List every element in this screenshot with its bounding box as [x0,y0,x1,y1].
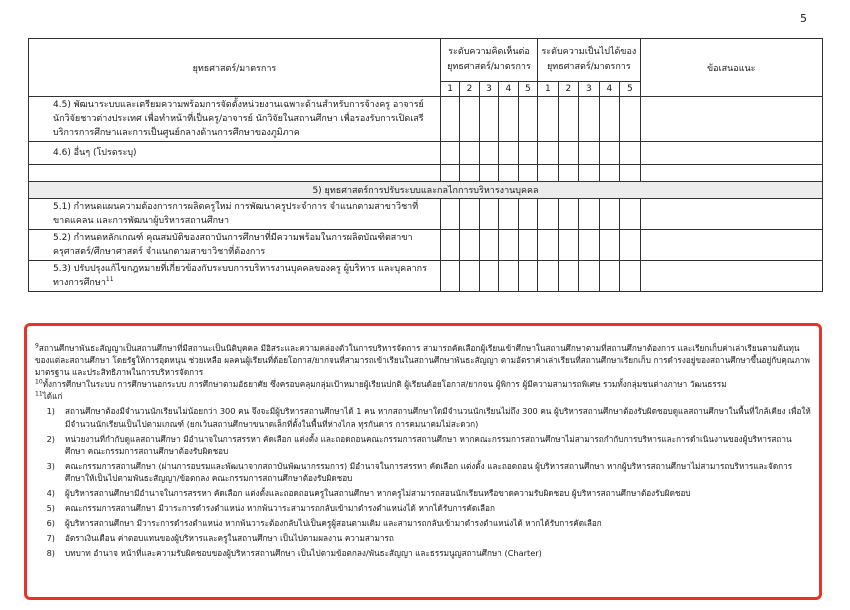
rating-cell[interactable] [440,230,459,261]
suggestion-cell[interactable] [640,97,822,142]
header-suggestions: ข้อเสนอแนะ [640,39,822,97]
footnote-text: สถานศึกษาพันธะสัญญาเป็นสถานศึกษาที่มีสถานะเป็นนิติบุคคล มีอิสระและความคล่องตัวในการบริหารจัดการ สามารถคัดเลือกผู้เรียนเข้าศึกษาในสถานศึกษาตามที่สถานศึกษาต้องการ และเรียกเก็บค่าเล่าเรียนตามต้นทุนของแต่ละสถานศึกษา โดยรัฐให้การอุดหนุน ช่วยเหลือ ผลคนผู้เรียนที่ด้อยโอกาส/ยากจนที่สามารถเข้าเรียนในสถานศึกษาพันธะสัญญา ตามอัตราค่าเล่าเรียนที่สถานศึกษาเรียกเก็บ การดำรงอยู่ของสถานศึกษาขึ้นอยู่กับคุณภาพมาตรฐาน และประสิทธิภาพในการบริหารจัดการ [35,343,810,378]
rating-cell[interactable] [518,97,538,142]
list-number: 6) [46,518,55,529]
rating-cell[interactable] [518,261,538,292]
rating-cell[interactable] [579,97,599,142]
rating-cell[interactable] [620,142,640,165]
rating-cell[interactable] [518,199,538,230]
scale-cell: 4 [499,82,518,97]
rating-cell[interactable] [499,261,518,292]
rating-cell[interactable] [579,199,599,230]
rating-cell[interactable] [620,261,640,292]
footnote-text: ทั้งการศึกษาในระบบ การศึกษานอกระบบ การศึกษาตามอัธยาศัย ซึ่งครอบคลุมกลุ่มเป้าหมายผู้เรียนปกติ ผู้เรียนด้อยโอกาส/ยากจน ผู้พิการ ผู้มีความสามารถพิเศษ รวมทั้งกลุ่มชนต่างภาษา วัฒนธรรม [42,379,727,390]
header-feasibility: ระดับความเป็นไปได้ของยุทธศาสตร์/มาตรการ [538,39,640,82]
rating-cell[interactable] [538,199,558,230]
list-item [35,532,811,544]
rating-cell[interactable] [579,142,599,165]
table-row [29,261,823,292]
rating-cell[interactable] [499,230,518,261]
rating-cell[interactable] [620,199,640,230]
rating-cell[interactable] [440,142,459,165]
table-row [29,199,823,230]
strategy-item [29,261,441,292]
rating-cell[interactable] [479,199,498,230]
table-row [29,142,823,165]
scale-cell: 1 [538,82,558,97]
rating-cell[interactable] [479,97,498,142]
rating-cell[interactable] [558,199,578,230]
rating-cell[interactable] [579,230,599,261]
rating-cell[interactable] [479,230,498,261]
list-number: 3) [46,460,55,471]
list-number: 2) [46,433,55,444]
footnote-11 [35,390,811,402]
rating-cell[interactable] [460,142,479,165]
footnote-mark: 11 [35,390,43,398]
rating-cell[interactable] [620,97,640,142]
list-item [35,487,811,499]
scale-cell: 5 [518,82,538,97]
footnote-11-list [35,405,811,559]
rating-cell[interactable] [538,97,558,142]
list-text: บทบาท อำนาจ หน้าที่และความรับผิดชอบของผู้บริหารสถานศึกษา เป็นไปตามข้อตกลง/พันธะสัญญา และธรรมนูญสถานศึกษา (Charter) [65,548,542,559]
footnote-text: ได้แก่ [42,391,63,402]
rating-cell[interactable] [599,261,619,292]
strategy-item: 5.1) กำหนดแผนความต้องการการผลิตครูใหม่ การพัฒนาครูประจำการ จำแนกตามสาขาวิชาที่ขาดแคลน และการพัฒนาผู้บริหารสถานศึกษา [29,199,441,230]
rating-cell[interactable] [499,142,518,165]
scale-cell: 1 [440,82,459,97]
rating-cell[interactable] [599,97,619,142]
rating-cell[interactable] [440,261,459,292]
list-number: 8) [46,548,55,559]
rating-cell[interactable] [499,97,518,142]
suggestion-cell[interactable] [640,142,822,165]
rating-cell[interactable] [479,261,498,292]
rating-cell[interactable] [558,261,578,292]
rating-cell[interactable] [460,97,479,142]
scale-cell: 5 [620,82,640,97]
list-item [35,502,811,514]
list-text: หน่วยงานที่กำกับดูแลสถานศึกษา มีอำนาจในการสรรหา คัดเลือก แต่งตั้ง และถอดถอนคณะกรรมการสถานศึกษา หากคณะกรรมการสถานศึกษาไม่สามารถกำกับการบริหารและการดำเนินงานของผู้บริหารสถานศึกษา คณะกรรมการสถานศึกษาต้องรับผิดชอบ [65,433,792,456]
rating-cell[interactable] [538,142,558,165]
suggestion-cell[interactable] [640,199,822,230]
suggestion-cell[interactable] [640,261,822,292]
scale-cell: 2 [558,82,578,97]
scale-cell: 3 [479,82,498,97]
list-text: อัตราเงินเดือน ค่าตอบแทนของผู้บริหารและครูในสถานศึกษา เป็นไปตามผลงาน ความสามารถ [65,533,394,544]
strategy-item-text: 5.3) ปรับปรุงแก้ไขกฎหมายที่เกี่ยวข้องกับระบบการบริหารงานบุคคลของครู ผู้บริหาร และบุคลากรทางการศึกษา [53,264,427,288]
rating-cell[interactable] [558,97,578,142]
header-strategy: ยุทธศาสตร์/มาตรการ [29,39,441,97]
list-number: 1) [46,406,55,417]
suggestion-cell[interactable] [640,230,822,261]
table-row [29,230,823,261]
list-text: คณะกรรมการสถานศึกษา (ผ่านการอบรมและพัฒนาจากสถาบันพัฒนากรรมการ) มีอำนาจในการสรรหา คัดเลือก แต่งตั้ง และถอดถอน ผู้บริหารสถานศึกษา หากผู้บริหารสถานศึกษาไม่สามารถบริหารและจัดการศึกษาให้เป็นไปตามพันธะสัญญา/ข้อตกลง คณะกรรมการสถานศึกษาต้องรับผิดชอบ [65,460,793,483]
table-row-blank [29,165,823,182]
list-item [35,405,811,429]
rating-cell[interactable] [599,199,619,230]
table-row [29,97,823,142]
section-title: 5) ยุทธศาสตร์การปรับระบบและกลไกการบริหารงานบุคคล [29,182,823,199]
footnote-10 [35,378,811,390]
list-text: สถานศึกษาต้องมีจำนวนนักเรียนไม่น้อยกว่า 300 คน จึงจะมีผู้บริหารสถานศึกษาได้ 1 คน หากสถานศึกษาใดมีจำนวนนักเรียนไม่ถึง 300 คน ผู้บริหารสถานศึกษาต้องรับผิดชอบดูแลสถานศึกษาในพื้นที่ใกล้เคียง เพื่อให้มีจำนวนนักเรียนเป็นไปตามเกณฑ์ (ยกเว้นสถานศึกษาขนาดเล็กที่ตั้งในพื้นที่ห่างไกล ทุรกันดาร การคมนาคมไม่สะดวก) [65,406,811,429]
rating-cell[interactable] [538,230,558,261]
strategy-rating-table [28,38,823,292]
rating-cell[interactable] [518,230,538,261]
strategy-item: 4.5) พัฒนาระบบและเตรียมความพร้อมการจัดตั้งหน่วยงานเฉพาะด้านสำหรับการจ้างครู อาจารย์ นักวิจัยชาวต่างประเทศ เพื่อทำหน้าที่เป็นครู/อาจารย์ นักวิจัยในสถานศึกษา เพื่อรองรับการเปิดเสรีบริการการศึกษาและการเป็นศูนย์กลางด้านการศึกษาของภูมิภาค [29,97,441,142]
header-agreement: ระดับความคิดเห็นต่อยุทธศาสตร์/มาตรการ [440,39,537,82]
scale-cell: 2 [460,82,479,97]
rating-cell[interactable] [579,261,599,292]
rating-cell[interactable] [558,142,578,165]
list-item [35,433,811,457]
footnote-ref: 11 [105,276,114,283]
strategy-item: 5.2) กำหนดหลักเกณฑ์ คุณสมบัติของสถาบันการศึกษาที่มีความพร้อมในการผลิตบัณฑิตสาขาครุศาสตร์/ศึกษาศาสตร์ จำแนกตามสาขาวิชาที่ต้องการ [29,230,441,261]
footnote-mark: 10 [35,378,43,386]
page-number: 5 [800,12,807,25]
footnote-mark: 9 [35,342,39,350]
list-number: 5) [46,503,55,514]
scale-cell: 4 [599,82,619,97]
rating-cell[interactable] [460,230,479,261]
list-number: 7) [46,533,55,544]
rating-cell[interactable] [599,142,619,165]
rating-cell[interactable] [558,230,578,261]
rating-cell[interactable] [440,97,459,142]
footnotes-highlight-box [24,323,822,600]
footnote-9 [35,342,811,378]
list-text: ผู้บริหารสถานศึกษา มีวาระการดำรงตำแหน่ง หากพ้นวาระต้องกลับไปเป็นครูผู้สอนตามเดิม และสามารถกลับเข้ามาดำรงตำแหน่งได้ หากได้รับการคัดเลือก [65,518,602,529]
list-text: คณะกรรมการสถานศึกษา มีวาระการดำรงตำแหน่ง หากพ้นวาระสามารถกลับเข้ามาดำรงตำแหน่งได้ หากได้รับการคัดเลือก [65,503,495,514]
rating-cell[interactable] [460,199,479,230]
rating-cell[interactable] [518,142,538,165]
scale-cell: 3 [579,82,599,97]
rating-cell[interactable] [499,199,518,230]
list-item [35,460,811,484]
list-item [35,517,811,529]
rating-cell[interactable] [440,199,459,230]
rating-cell[interactable] [479,142,498,165]
rating-cell[interactable] [599,230,619,261]
strategy-item: 4.6) อื่นๆ (โปรดระบุ) [29,142,441,165]
rating-cell[interactable] [620,230,640,261]
list-number: 4) [46,488,55,499]
section-row [29,182,823,199]
list-text: ผู้บริหารสถานศึกษามีอำนาจในการสรรหา คัดเลือก แต่งตั้งและถอดถอนครูในสถานศึกษา หากครูไม่สามารถสอนนักเรียนหรือขาดความรับผิดชอบ ผู้บริหารสถานศึกษาต้องรับผิดชอบ [65,488,691,499]
rating-cell[interactable] [538,261,558,292]
list-item [35,547,811,559]
rating-cell[interactable] [460,261,479,292]
